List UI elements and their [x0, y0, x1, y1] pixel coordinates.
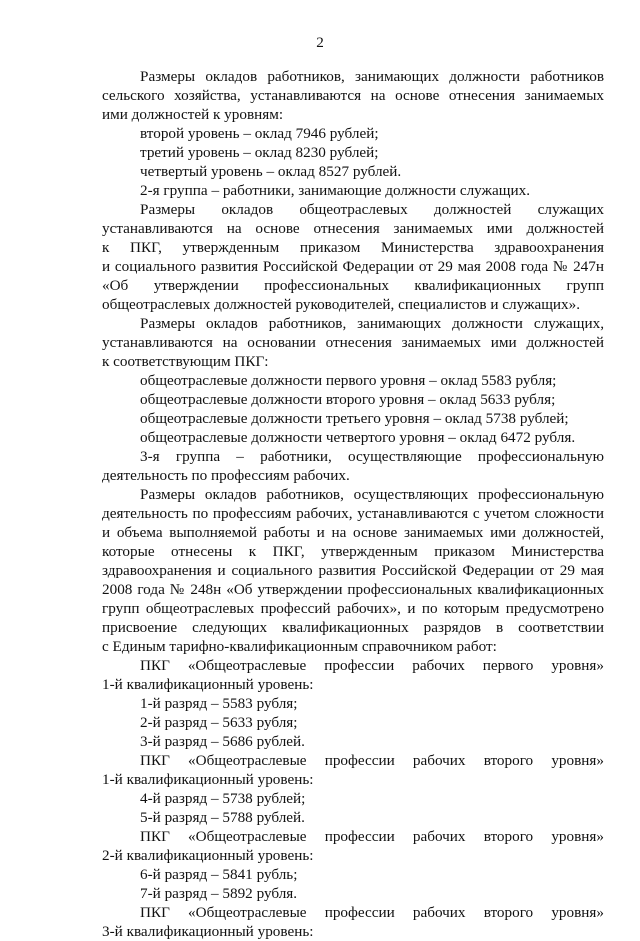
paragraph-line: 3-я группа – работники, осуществляющие профессиональную — [140, 448, 604, 465]
paragraph-line: групп общеотраслевых профессий рабочих», и по которым предусмотрено — [102, 600, 604, 617]
paragraph-line: ими должностей к уровням: — [102, 106, 284, 123]
list-item: 1-й разряд – 5583 рубля; — [140, 695, 298, 712]
document-body — [102, 67, 604, 941]
paragraph-line: с Единым тарифно-квалификационным справочником работ: — [102, 638, 497, 655]
paragraph — [102, 656, 604, 694]
page-number: 2 — [316, 34, 324, 51]
list-item: четвертый уровень – оклад 8527 рублей. — [140, 163, 402, 180]
paragraph-line: и социального развития Российской Федерации от 29 мая 2008 года № 247н — [102, 258, 604, 275]
paragraph-line: ПКГ «Общеотраслевые профессии рабочих второго уровня» — [140, 828, 604, 845]
paragraph-line: к ПКГ, утвержденным приказом Министерства здравоохранения — [102, 239, 604, 256]
paragraph-line: устанавливаются на основании отнесения занимаемых ими должностей — [102, 334, 604, 351]
paragraph-line: деятельность по профессиям рабочих, устанавливаются с учетом сложности — [102, 505, 604, 522]
paragraph-line: Размеры окладов работников, занимающих должности работников — [140, 68, 604, 85]
paragraph-line: деятельность по профессиям рабочих. — [102, 467, 350, 484]
paragraph-line: общеотраслевых должностей руководителей, специалистов и служащих». — [102, 296, 581, 313]
paragraph-line: Размеры окладов работников, занимающих должности служащих, — [140, 315, 604, 332]
paragraph — [102, 200, 604, 314]
paragraph-line: 2008 года № 248н «Об утверждении профессиональных квалификационных — [102, 581, 604, 598]
paragraph-line: устанавливаются на основе отнесения занимаемых ими должностей — [102, 220, 604, 237]
paragraph-line: Размеры окладов работников, осуществляющих профессиональную — [140, 486, 604, 503]
list-item: 3-й разряд – 5686 рублей. — [140, 733, 305, 750]
paragraph — [102, 827, 604, 865]
paragraph-line: 1-й квалификационный уровень: — [102, 771, 314, 788]
list-item: третий уровень – оклад 8230 рублей; — [140, 144, 379, 161]
paragraph-line: здравоохранения и социального развития Российской Федерации от 29 мая — [102, 562, 604, 579]
list-item: второй уровень – оклад 7946 рублей; — [140, 125, 379, 142]
list-item: 4-й разряд – 5738 рублей; — [140, 790, 306, 807]
paragraph — [102, 447, 604, 485]
paragraph — [102, 903, 604, 941]
paragraph-line: ПКГ «Общеотраслевые профессии рабочих второго уровня» — [140, 904, 604, 921]
list-item: 2-я группа – работники, занимающие должности служащих. — [140, 182, 530, 199]
list-item: 6-й разряд – 5841 рубль; — [140, 866, 298, 883]
paragraph — [102, 314, 604, 371]
paragraph-line: 2-й квалификационный уровень: — [102, 847, 314, 864]
paragraph-line: ПКГ «Общеотраслевые профессии рабочих второго уровня» — [140, 752, 604, 769]
paragraph-line: к соответствующим ПКГ: — [102, 353, 269, 370]
list-item: общеотраслевые должности третьего уровня – оклад 5738 рублей; — [140, 410, 569, 427]
paragraph — [102, 67, 604, 124]
paragraph-line: 1-й квалификационный уровень: — [102, 676, 314, 693]
paragraph-line: и объема выполняемой работы и на основе занимаемых ими должностей, — [102, 524, 604, 541]
paragraph-line: которые отнесены к ПКГ, утвержденным приказом Министерства — [102, 543, 604, 560]
list-item: 7-й разряд – 5892 рубля. — [140, 885, 298, 902]
paragraph-line: «Об утверждении профессиональных квалификационных групп — [102, 277, 604, 294]
list-item: общеотраслевые должности четвертого уровня – оклад 6472 рубля. — [140, 429, 576, 446]
paragraph-line: Размеры окладов общеотраслевых должностей служащих — [140, 201, 604, 218]
paragraph-line: сельского хозяйства, устанавливаются на основе отнесения занимаемых — [102, 87, 604, 104]
paragraph-line: присвоение следующих квалификационных разрядов в соответствии — [102, 619, 604, 636]
paragraph-line: ПКГ «Общеотраслевые профессии рабочих первого уровня» — [140, 657, 604, 674]
paragraph — [102, 751, 604, 789]
list-item: 5-й разряд – 5788 рублей. — [140, 809, 305, 826]
paragraph — [102, 485, 604, 656]
paragraph-line: 3-й квалификационный уровень: — [102, 923, 314, 940]
list-item: общеотраслевые должности первого уровня – оклад 5583 рубля; — [140, 372, 557, 389]
list-item: общеотраслевые должности второго уровня – оклад 5633 рубля; — [140, 391, 556, 408]
list-item: 2-й разряд – 5633 рубля; — [140, 714, 298, 731]
